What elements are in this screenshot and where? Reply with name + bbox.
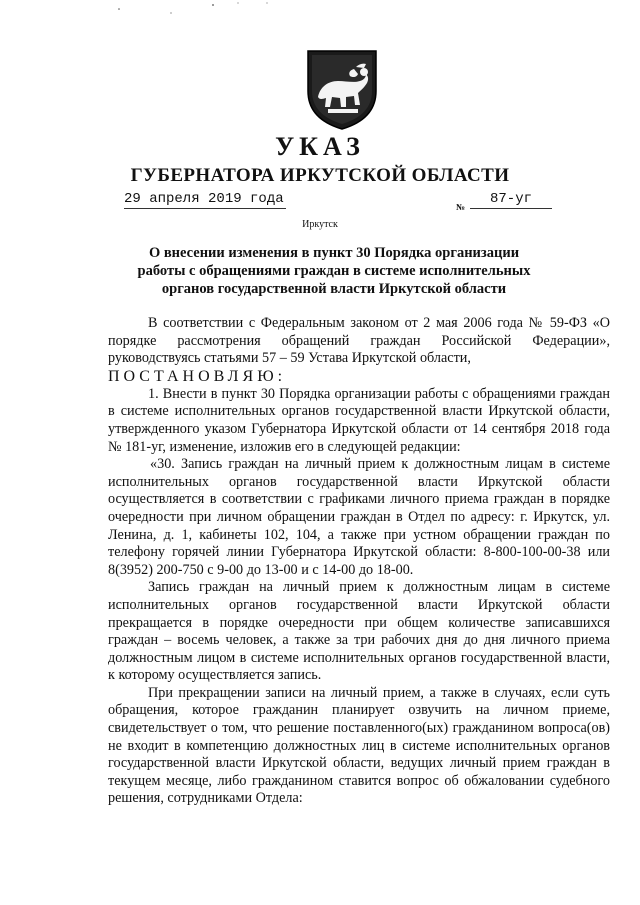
item-1-paragraph: 1. Внести в пункт 30 Порядка организации работы с обращениями граждан в системе исполнительных органов государственной власти Иркутской области, утвержденного указом Губернатора Иркутской области от 14 сентября 2018 года № 181-уг, изменение, изложив его в следующей редакции: <box>108 385 610 455</box>
scan-specks <box>0 0 640 20</box>
date-value: 29 апреля 2019 года <box>124 191 284 207</box>
preamble-paragraph: В соответствии с Федеральным законом от 2 мая 2006 года № 59-ФЗ «О порядке рассмотрения обращений граждан Российской Федерации», руководствуясь статьями 57 – 59 Устава Иркутской области, <box>108 315 610 367</box>
record-termination-paragraph: Запись граждан на личный прием к должностным лицам в системе исполнительных органов государственной власти Иркутской области прекращается в порядке очередности при общем количестве записавшихся граждан – восемь человек, а также за три рабочих дня до дня личного приема должностным лицом в системе исполнительных органов государственной власти, к которому осуществляется запись. <box>108 579 610 684</box>
document-heading: О внесении изменения в пункт 30 Порядка организации работы с обращениями граждан в системе исполнительных органов государственной власти Иркутской области <box>137 245 531 297</box>
document-body <box>108 315 610 808</box>
termination-cases-paragraph: При прекращении записи на личный прием, а также в случаях, если суть обращения, которое гражданин планирует озвучить на личном приеме, свидетельствует о том, что решение поставленного(ых) гражданином вопроса(ов) не входит в компетенцию должностных лиц в системе исполнительных органов государственной власти Иркутской области, ведущих личный прием граждан в текущем месяце, либо гражданином ставится вопрос об обжаловании судебного решения, сотрудниками Отдела: <box>108 684 610 807</box>
city-label: Иркутск <box>302 219 338 230</box>
document-number: 87-уг <box>470 191 552 209</box>
document-title: УКАЗ <box>275 132 365 161</box>
number-label: № <box>456 202 466 212</box>
document-date <box>124 191 286 209</box>
item-30-paragraph: «30. Запись граждан на личный прием к должностным лицам в системе исполнительных органов государственной власти Иркутской области осуществляется в соответствии с графиками личного приема граждан в порядке очередности при личном обращении граждан в Отдел по адресу: г. Иркутск, ул. Ленина, д. 1, кабинеты 102, 104, а также при устном обращении граждан по телефону горячей линии Губернатора Иркутской области: 8-800-100-00-38 или 8(3952) 200-750 с 9-00 до 13-00 и с 14-00 до 18-00. <box>108 456 610 578</box>
document-subtitle: ГУБЕРНАТОРА ИРКУТСКОЙ ОБЛАСТИ <box>130 165 510 186</box>
decree-word: ПОСТАНОВЛЯЮ: <box>108 367 287 385</box>
irkutsk-emblem-icon <box>304 47 380 131</box>
